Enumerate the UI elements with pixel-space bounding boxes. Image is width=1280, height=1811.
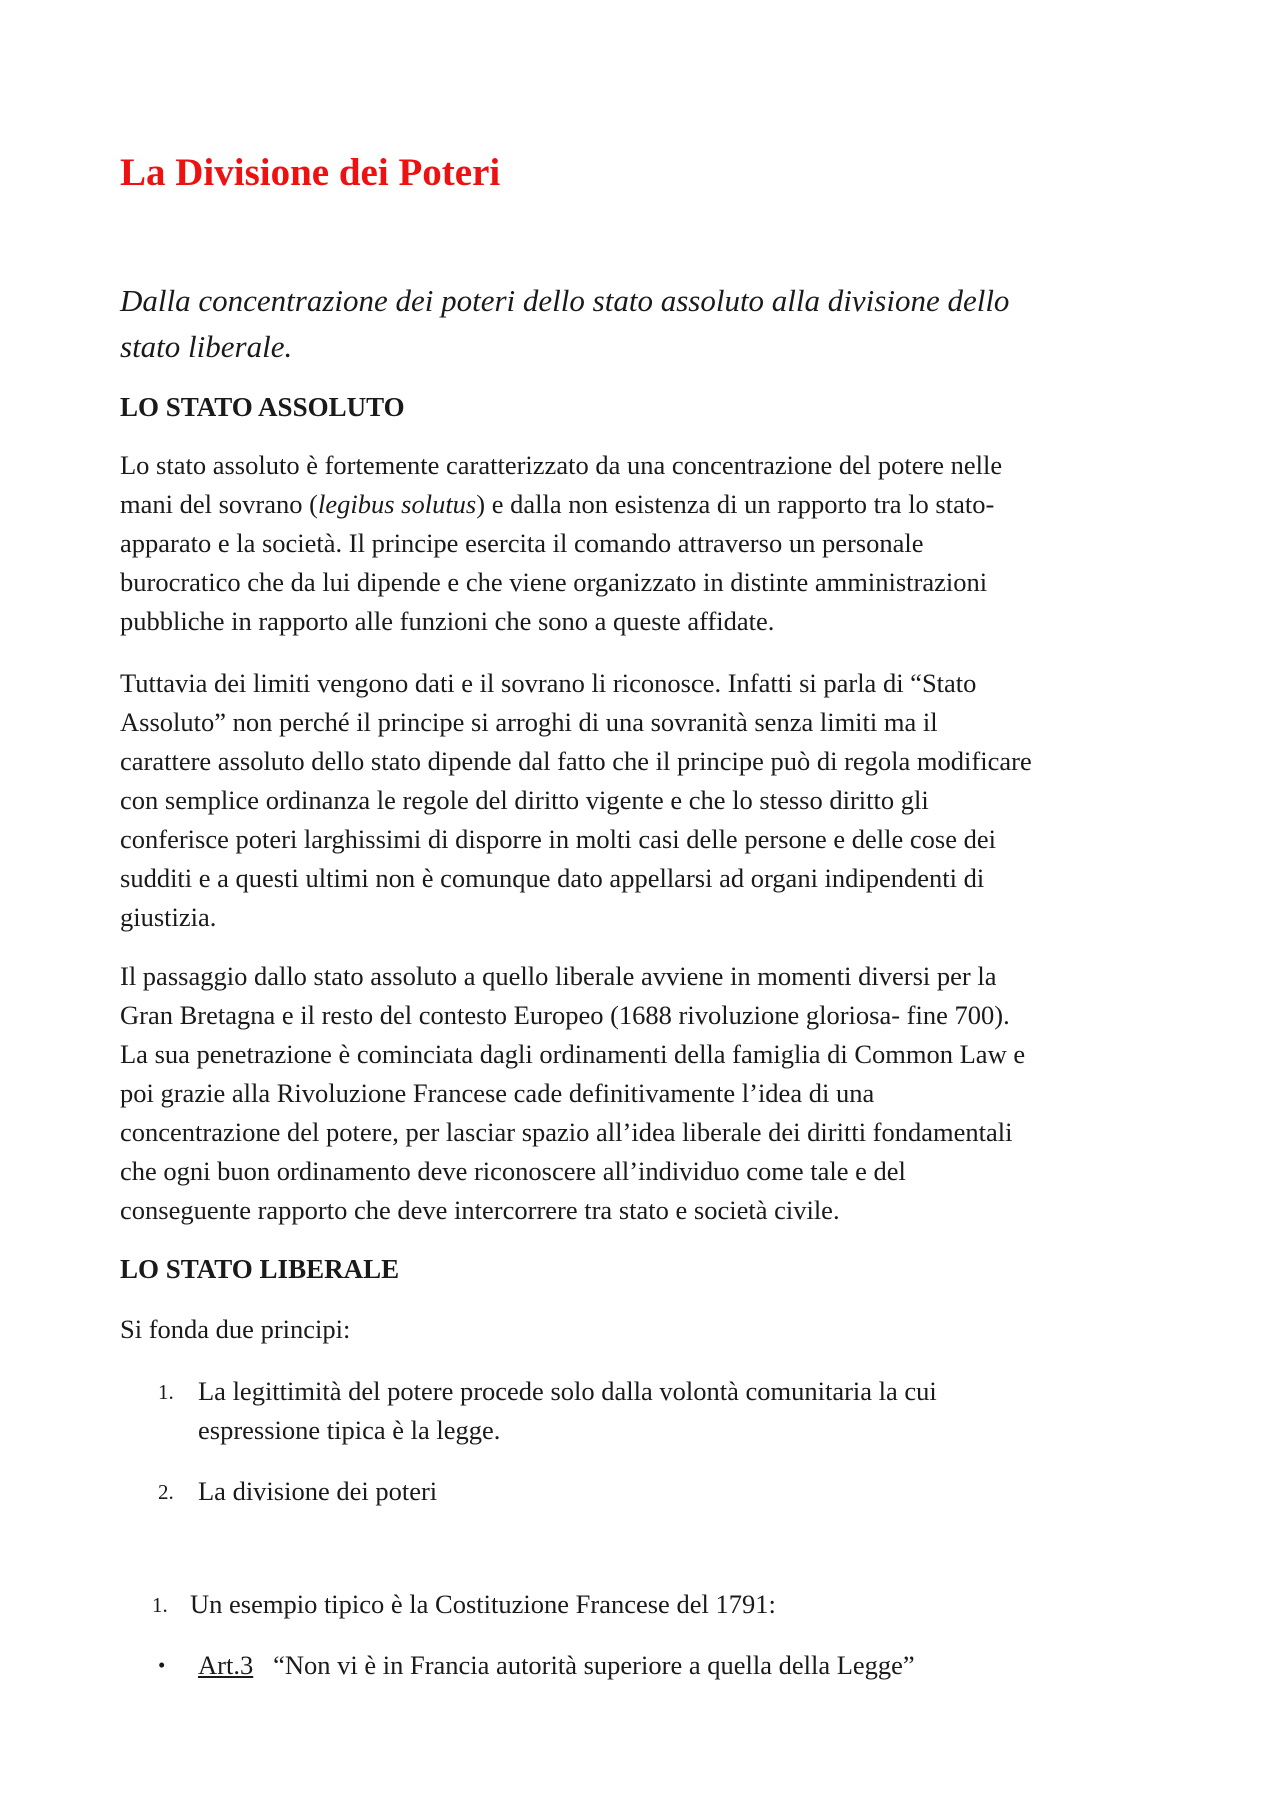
list-item-text xyxy=(198,1372,937,1450)
paragraph-line: concentrazione del potere, per lasciar spazio all’idea liberale dei diritti fondamentali xyxy=(120,1117,1013,1147)
list-item-text: Un esempio tipico è la Costituzione Francese del 1791: xyxy=(190,1589,776,1619)
paragraph-line: giustizia. xyxy=(120,902,217,932)
latin-term: legibus solutus xyxy=(317,489,477,519)
paragraph-line: burocratico che da lui dipende e che viene organizzato in distinte amministrazioni xyxy=(120,567,988,597)
document-title: La Divisione dei Poteri xyxy=(120,151,501,194)
section-heading-stato-liberale: LO STATO LIBERALE xyxy=(120,1254,400,1284)
paragraph-passaggio xyxy=(120,957,1180,1230)
paragraph-line: Lo stato assoluto è fortemente caratterizzato da una concentrazione del potere nelle xyxy=(120,450,1003,480)
paragraph-line: che ogni buon ordinamento deve riconoscere all’individuo come tale e del xyxy=(120,1156,906,1186)
text-run: ) e dalla non esistenza di un rapporto tra lo stato- xyxy=(476,489,995,519)
paragraph-line: carattere assoluto dello stato dipende dal fatto che il principe può di regola modificare xyxy=(120,746,1032,776)
paragraph-line: con semplice ordinanza le regole del diritto vigente e che lo stesso diritto gli xyxy=(120,785,929,815)
paragraph-line: apparato e la società. Il principe esercita il comando attraverso un personale xyxy=(120,528,924,558)
paragraph-line: Gran Bretagna e il resto del contesto Europeo (1688 rivoluzione gloriosa- fine 700). xyxy=(120,1000,1010,1030)
paragraph-stato-assoluto-2 xyxy=(120,664,1180,937)
article-gap xyxy=(253,1650,273,1680)
paragraph-line: conseguente rapporto che deve intercorrere tra stato e società civile. xyxy=(120,1195,840,1225)
list-number: 2. xyxy=(158,1480,174,1504)
paragraph-stato-assoluto-1 xyxy=(120,446,1180,641)
section-heading-stato-assoluto: LO STATO ASSOLUTO xyxy=(120,392,405,422)
principles-intro: Si fonda due principi: xyxy=(120,1314,351,1344)
paragraph-line: poi grazie alla Rivoluzione Francese cade definitivamente l’idea di una xyxy=(120,1078,875,1108)
paragraph-line: Tuttavia dei limiti vengono dati e il sovrano li riconosce. Infatti si parla di “Stato xyxy=(120,668,977,698)
text-run: mani del sovrano ( xyxy=(120,489,318,519)
paragraph-line: sudditi e a questi ultimi non è comunque dato appellarsi ad organi indipendenti di xyxy=(120,863,985,893)
paragraph-line: conferisce poteri larghissimi di disporre in molti casi delle persone e delle cose dei xyxy=(120,824,996,854)
list-number: 1. xyxy=(158,1380,174,1404)
article-link[interactable]: Art.3 xyxy=(198,1650,254,1680)
article-quote: “Non vi è in Francia autorità superiore a quella della Legge” xyxy=(273,1650,915,1680)
article-text xyxy=(198,1646,915,1685)
list-item-text: La divisione dei poteri xyxy=(198,1476,438,1506)
subtitle-line: Dalla concentrazione dei poteri dello stato assoluto alla divisione dello xyxy=(120,283,1010,318)
list-item-line: espressione tipica è la legge. xyxy=(198,1415,501,1445)
paragraph-line: La sua penetrazione è cominciata dagli ordinamenti della famiglia di Common Law e xyxy=(120,1039,1026,1069)
paragraph-line: Il passaggio dallo stato assoluto a quello liberale avviene in momenti diversi per la xyxy=(120,961,997,991)
subtitle-line: stato liberale. xyxy=(120,329,293,364)
list-item-line: La legittimità del potere procede solo dalla volontà comunitaria la cui xyxy=(198,1376,937,1406)
document-subtitle xyxy=(120,278,1160,370)
bullet: • xyxy=(158,1653,166,1677)
paragraph-line xyxy=(120,485,1180,524)
paragraph-line: Assoluto” non perché il principe si arroghi di una sovranità senza limiti ma il xyxy=(120,707,938,737)
paragraph-line: pubbliche in rapporto alle funzioni che sono a queste affidate. xyxy=(120,606,775,636)
list-number: 1. xyxy=(152,1593,168,1617)
